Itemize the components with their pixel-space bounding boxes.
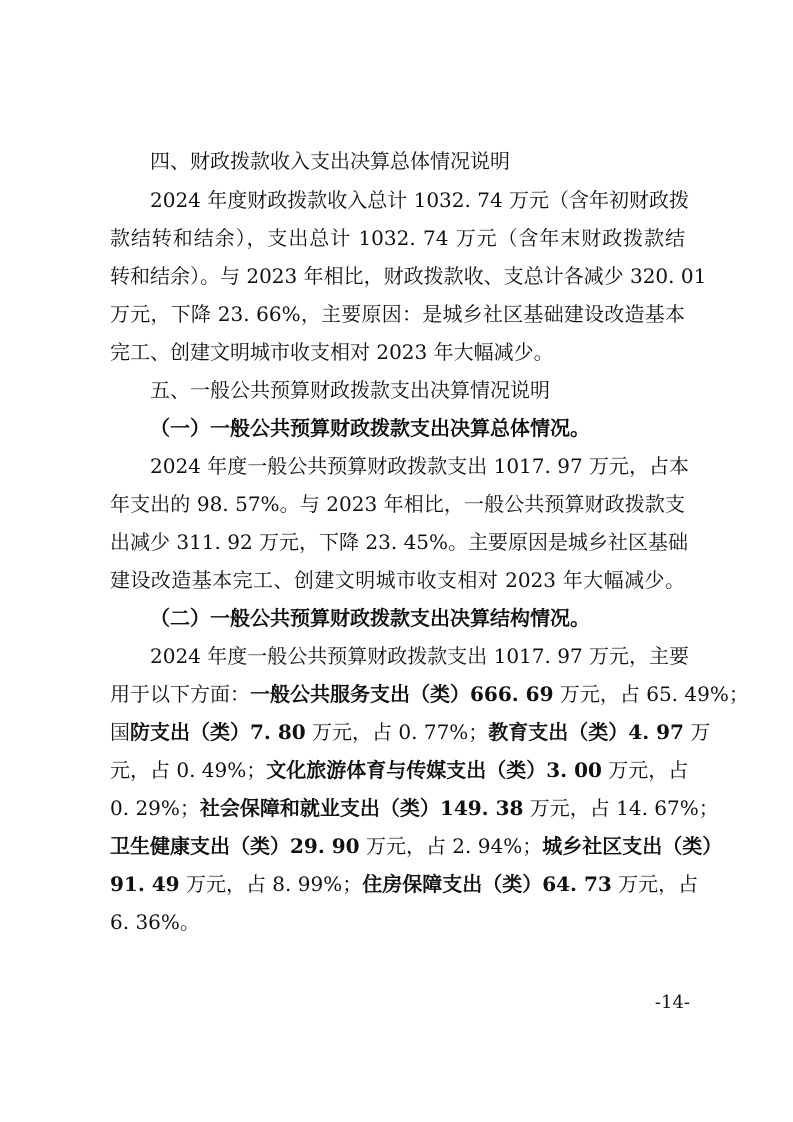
paragraph-line xyxy=(110,871,699,897)
text-run: 用于以下方面： xyxy=(110,682,250,706)
text-run: 元，占 0. 49%； xyxy=(110,758,267,782)
paragraph-line: 2024 年度财政拨款收入总计 1032. 74 万元（含年初财政拨 xyxy=(150,188,690,212)
paragraph-line: 6. 36%。 xyxy=(110,910,200,934)
text-run-bold: 社会保障和就业支出（类）149. 38 xyxy=(199,796,524,820)
text-run: 万元，占 8. 99%； xyxy=(179,872,363,896)
paragraph-line: 出减少 311. 92 万元，下降 23. 45%。主要原因是城乡社区基础 xyxy=(110,530,689,554)
paragraph-line xyxy=(110,719,711,745)
section5-heading: 五、一般公共预算财政拨款支出决算情况说明 xyxy=(150,378,550,402)
page-number: -14- xyxy=(654,992,690,1013)
text-run: 万元，占 xyxy=(601,758,689,782)
text-run-bold: 城乡社区支出（类） xyxy=(542,834,723,858)
paragraph-line: 建设改造基本完工、创建文明城市收支相对 2023 年大幅减少。 xyxy=(110,568,685,592)
paragraph-line xyxy=(110,681,749,707)
paragraph-line xyxy=(110,833,723,859)
text-run: 0. 29%； xyxy=(110,796,200,820)
paragraph-line: 万元，下降 23. 66%，主要原因：是城乡社区基础建设改造基本 xyxy=(110,302,685,326)
paragraph-line xyxy=(110,757,689,783)
text-run: 万元，占 14. 67%； xyxy=(523,796,719,820)
subsection1-heading: （一）一般公共预算财政拨款支出决算总体情况。 xyxy=(150,416,590,440)
paragraph-line: 2024 年度一般公共预算财政拨款支出 1017. 97 万元，主要 xyxy=(150,644,690,668)
text-run: 万 xyxy=(683,720,711,744)
text-run: 国 xyxy=(110,720,130,744)
text-run: 万元，占 xyxy=(611,872,699,896)
text-run-bold: 文化旅游体育与传媒支出（类）3. 00 xyxy=(266,758,602,782)
subsection2-heading: （二）一般公共预算财政拨款支出决算结构情况。 xyxy=(150,606,590,630)
paragraph-line: 2024 年度一般公共预算财政拨款支出 1017. 97 万元，占本 xyxy=(150,454,690,478)
paragraph-line xyxy=(110,795,719,821)
text-run-bold: 卫生健康支出（类）29. 90 xyxy=(110,834,360,858)
text-run-bold: 防支出（类）7. 80 xyxy=(130,720,306,744)
text-run-bold: 91. 49 xyxy=(110,872,180,896)
text-run-bold: 教育支出（类）4. 97 xyxy=(488,720,684,744)
paragraph-line: 年支出的 98. 57%。与 2023 年相比，一般公共预算财政拨款支 xyxy=(110,492,685,516)
text-run-bold: 一般公共服务支出（类）666. 69 xyxy=(250,682,554,706)
paragraph-line: 转和结余）。与 2023 年相比，财政拨款收、支总计各减少 320. 01 xyxy=(110,264,707,288)
paragraph-line: 完工、创建文明城市收支相对 2023 年大幅减少。 xyxy=(110,340,554,364)
text-run: 万元，占 2. 94%； xyxy=(359,834,543,858)
paragraph-line: 款结转和结余），支出总计 1032. 74 万元（含年末财政拨款结 xyxy=(110,226,685,250)
text-run: 万元，占 0. 77%； xyxy=(305,720,489,744)
text-run: 万元，占 65. 49%； xyxy=(553,682,749,706)
text-run-bold: 住房保障支出（类）64. 73 xyxy=(362,872,612,896)
section4-heading: 四、财政拨款收入支出决算总体情况说明 xyxy=(150,149,510,173)
